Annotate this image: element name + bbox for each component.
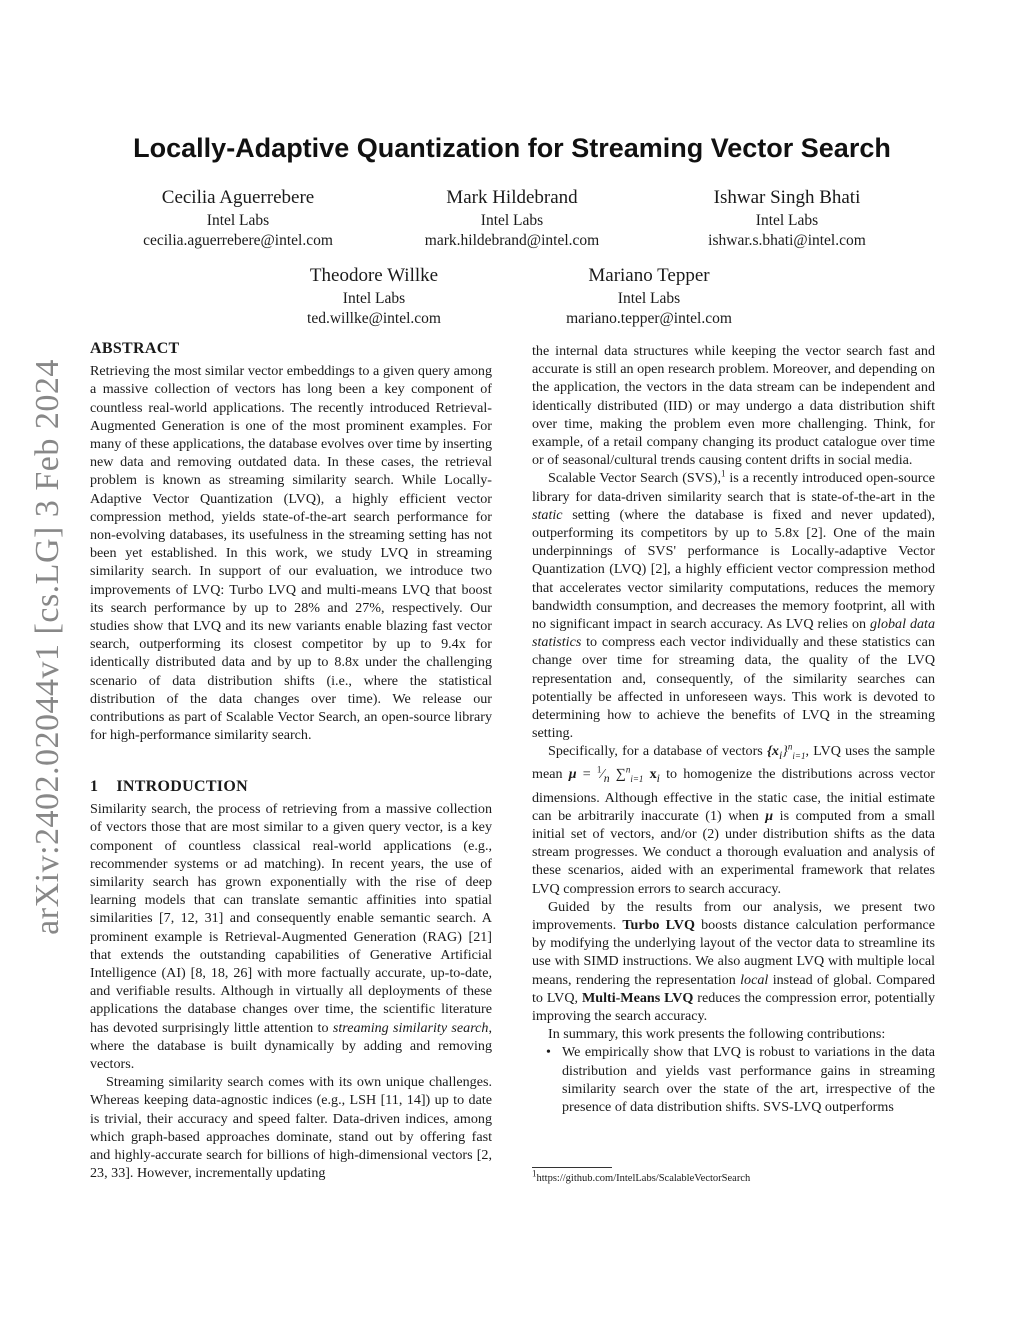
author-email: mariano.tepper@intel.com — [566, 310, 732, 327]
text-run: Guided by the results from our analysis, we present two improvements. — [532, 898, 935, 933]
author-block — [352, 185, 672, 251]
math-token: n — [603, 772, 610, 786]
paragraph — [90, 800, 492, 1073]
math-token: } — [782, 743, 788, 760]
text-run: is computed from a small initial set of vectors, and/or (2) under distribution shifts as the data stream progresses. We conduct a thorough evaluation and analysis of these scenarios, aided with an experimental framework that relates LVQ compression errors to search accuracy. — [532, 807, 935, 897]
arxiv-id: arXiv:2402.02044v1 [cs.LG] 3 Feb 2024 — [29, 359, 66, 935]
author-name: Mariano Tepper — [588, 265, 710, 286]
paragraph — [532, 898, 935, 1025]
author-email: mark.hildebrand@intel.com — [424, 232, 600, 249]
text-run: Scalable Vector Search (SVS), — [548, 470, 721, 487]
author-affiliation: Intel Labs — [617, 290, 681, 307]
author-email: ted.willke@intel.com — [307, 310, 441, 327]
author-block — [214, 263, 534, 329]
text-run: is a recently introduced open-source library for data-driven similarity search that is state-of-the-art in the — [532, 470, 935, 505]
list-item-text: We empirically show that LVQ is robust to variations in the data distribution and yields vast performance gains in streaming similarity search over the state of the art, irrespective of the presence of data distribution shifts. SVS-LVQ outperforms — [562, 1044, 935, 1115]
math-token: x — [643, 766, 657, 783]
abstract-text: Retrieving the most similar vector embeddings to a given query among a massive collection of vectors has long been a key component of countless real-world applications. The recently introduced Retrieval-Augmented Generation is one of the most prominent examples. For many of these applications, the database evolves over time by inserting new data and removing outdated data. In these cases, the retrieval problem is known as streaming similarity search. While Locally-Adaptive Vector Quantization (LVQ), a highly efficient vector compression method, yields state-of-the-art search performance for non-evolving databases, its usefulness in the streaming setting has not been yet established. In this work, we study LVQ in streaming similarity search. In support of our evaluation, we introduce two improvements of LVQ: Turbo LVQ and multi-means LVQ that boost its search performance by up to 28% and 27%, respectively. Our studies show that LVQ and its new variants enable blazing fast vector search, outperforming its closest competitor by up to 9.4x for identically distributed data and by up to 8.8x under the challenging scenario of data distribution shifts (i.e., where the statistical distribution of the data changes over time). We release our contributions as part of Scalable Vector Search, an open-source library for high-performance similarity search. — [90, 363, 492, 744]
math-token: i=1 — [792, 751, 806, 762]
author-affiliation: Intel Labs — [206, 212, 270, 229]
math-token: n — [625, 764, 631, 775]
author-email: cecilia.aguerrebere@intel.com — [143, 232, 333, 249]
arxiv-sidebar-stamp — [18, 359, 78, 935]
math-token: = — [576, 766, 597, 783]
author-name: Theodore Willke — [309, 265, 439, 286]
text-run: to compress each vector individually and these statistics can change over time for streaming data, the quality of the LVQ representation and, consequently, of the similarity searches can potentially be affected in unforeseen ways. This work is devoted to determining how to achieve the benefits of LVQ in the streaming setting. — [532, 634, 935, 742]
footnote-rule — [532, 1167, 612, 1168]
math-token: 1 — [596, 764, 602, 775]
math-token: {x — [767, 743, 779, 760]
bold-term: Multi-Means LVQ — [581, 989, 694, 1006]
text-run: instead of global. Compared to LVQ, — [532, 971, 936, 1006]
paragraph: Specifically, for a database of vectors $\{x_i\}^n_{i=1}$, LVQ uses the sample mean $\mu = ^1⁄_n$ ∑$^n_{i=1}$ $x_i$ to homogenize the distributions across vector dimensions. Although effective in the static case, the initial estimate can be arbitrarily inaccurate (1) when μ is computed from a small initial set of vectors, and/or (2) under distribution shifts as the data stream progresses. We conduct a thorough evaluation and analysis of these scenarios, aided with an experimental framework that relates LVQ compression errors to search accuracy. — [532, 741, 936, 897]
paragraph: Streaming similarity search comes with its own unique challenges. Whereas keeping data-agnostic indices (e.g., LSH [11, 14]) up to date is trivial, their accuracy and speed falter. Data-driven indices, among which graph-based approaches dominate, stand out by offering fast and highly-accurate search for billions of high-dimensional vectors [2, 23, 33]. However, incrementally updating — [90, 1074, 492, 1182]
emphasis: streaming similarity search — [332, 1019, 489, 1036]
section-number: 1 — [90, 778, 99, 795]
author-block — [489, 263, 809, 329]
author-email: ishwar.s.bhati@intel.com — [708, 232, 866, 249]
emphasis: static — [532, 506, 563, 523]
paragraph: the internal data structures while keeping the vector search fast and accurate is still an open research problem. Moreover, and depending on the application, the vectors in the data stream can be independent and identically distributed (IID) or may undergo a data distribution shift over time, making the problem even more challenging. Think, for example, of a retail company changing its product catalogue over time or of seasonal/cultural trends causing content drifts in social media. — [532, 343, 935, 469]
author-affiliation: Intel Labs — [342, 290, 406, 307]
text-run: Specifically, for a database of vectors — [548, 743, 767, 760]
footnote-mark: 1 — [720, 468, 726, 479]
list-item — [532, 1043, 935, 1116]
emphasis: global data statistics — [532, 616, 936, 651]
math-token: ∑ — [609, 766, 626, 783]
math-token: μ — [765, 807, 774, 824]
math-token: i — [778, 749, 783, 763]
author-affiliation: Intel Labs — [755, 212, 819, 229]
math-token: μ — [568, 766, 577, 783]
author-block — [627, 185, 947, 251]
section-heading — [90, 778, 492, 796]
author-affiliation: Intel Labs — [480, 212, 544, 229]
math-token: i — [656, 772, 660, 786]
paragraph — [532, 469, 935, 742]
paragraph: In summary, this work presents the following contributions: — [548, 1026, 886, 1043]
math-token: n — [787, 741, 793, 752]
text-run: boosts distance calculation performance by modifying the underlying layout of the vector data to streamline its use with SIMD instructions. We also augment LVQ with multiple local means, rendering the representation — [532, 916, 935, 988]
math-token: i=1 — [630, 774, 644, 785]
emphasis: local — [740, 971, 769, 988]
left-column — [90, 340, 492, 744]
text-run: setting (where the database is fixed and never updated), outperforming its competitors by up to 5.8x [2]. One of the main underpinnings of SVS' performance is Locally-adaptive Vector Quantization (LVQ) [2], a highly efficient vector compression method that accelerates vector similarity computations, reduces the memory bandwidth consumption, and decreases the memory footprint, all with no significant impact in search accuracy. As LVQ relies on — [532, 506, 935, 633]
section-title: INTRODUCTION — [116, 778, 248, 795]
footnote — [532, 1168, 751, 1186]
math-set — [767, 741, 806, 763]
author-name: Ishwar Singh Bhati — [713, 187, 861, 208]
text-run: reduces the compression error, potentially improving the search accuracy. — [532, 989, 935, 1024]
paper-title: Locally-Adaptive Quantization for Streaming Vector Search — [133, 133, 891, 163]
text-run: Similarity search, the process of retrieving from a massive collection of vectors those that are most similar to a given query vector, is a key component of countless classical real-world applications (e.g., recommender systems or ad matching). In recent years, the use of similarity search has grown exponentially with the rise of deep learning models that can translate semantic affinities into spatial similarities [7, 12, 31] and consequently enable semantic search. A prominent example is Retrieval-Augmented Generation (RAG) [21] that extends the outstanding capabilities of Generative Artificial Intelligence (AI) [8, 18, 26] with more factually accurate, up-to-date, and verifiable results. Although in virtually all deployments of these applications the database changes over time, the scientific literature has devoted surprisingly little attention to — [90, 801, 492, 1036]
footnote-mark: 1 — [532, 1168, 537, 1179]
text-run: , where the database is built dynamically by adding and removing vectors. — [90, 1019, 492, 1073]
author-name: Mark Hildebrand — [446, 187, 578, 208]
author-name: Cecilia Aguerrebere — [161, 187, 315, 208]
text-run: to homogenize the distributions across vector dimensions. Although effective in the static case, the initial estimate can be arbitrarily inaccurate (1) when — [532, 766, 935, 824]
right-column — [532, 342, 935, 1116]
text-run: , LVQ uses the sample mean — [532, 743, 936, 783]
author-block — [78, 185, 398, 251]
abstract-heading: ABSTRACT — [90, 340, 180, 357]
footnote-link[interactable]: https://github.com/IntelLabs/ScalableVectorSearch — [536, 1173, 751, 1184]
introduction-section — [90, 778, 492, 1182]
bold-term: Turbo LVQ — [622, 916, 695, 933]
bullet-icon: • — [546, 1044, 551, 1061]
